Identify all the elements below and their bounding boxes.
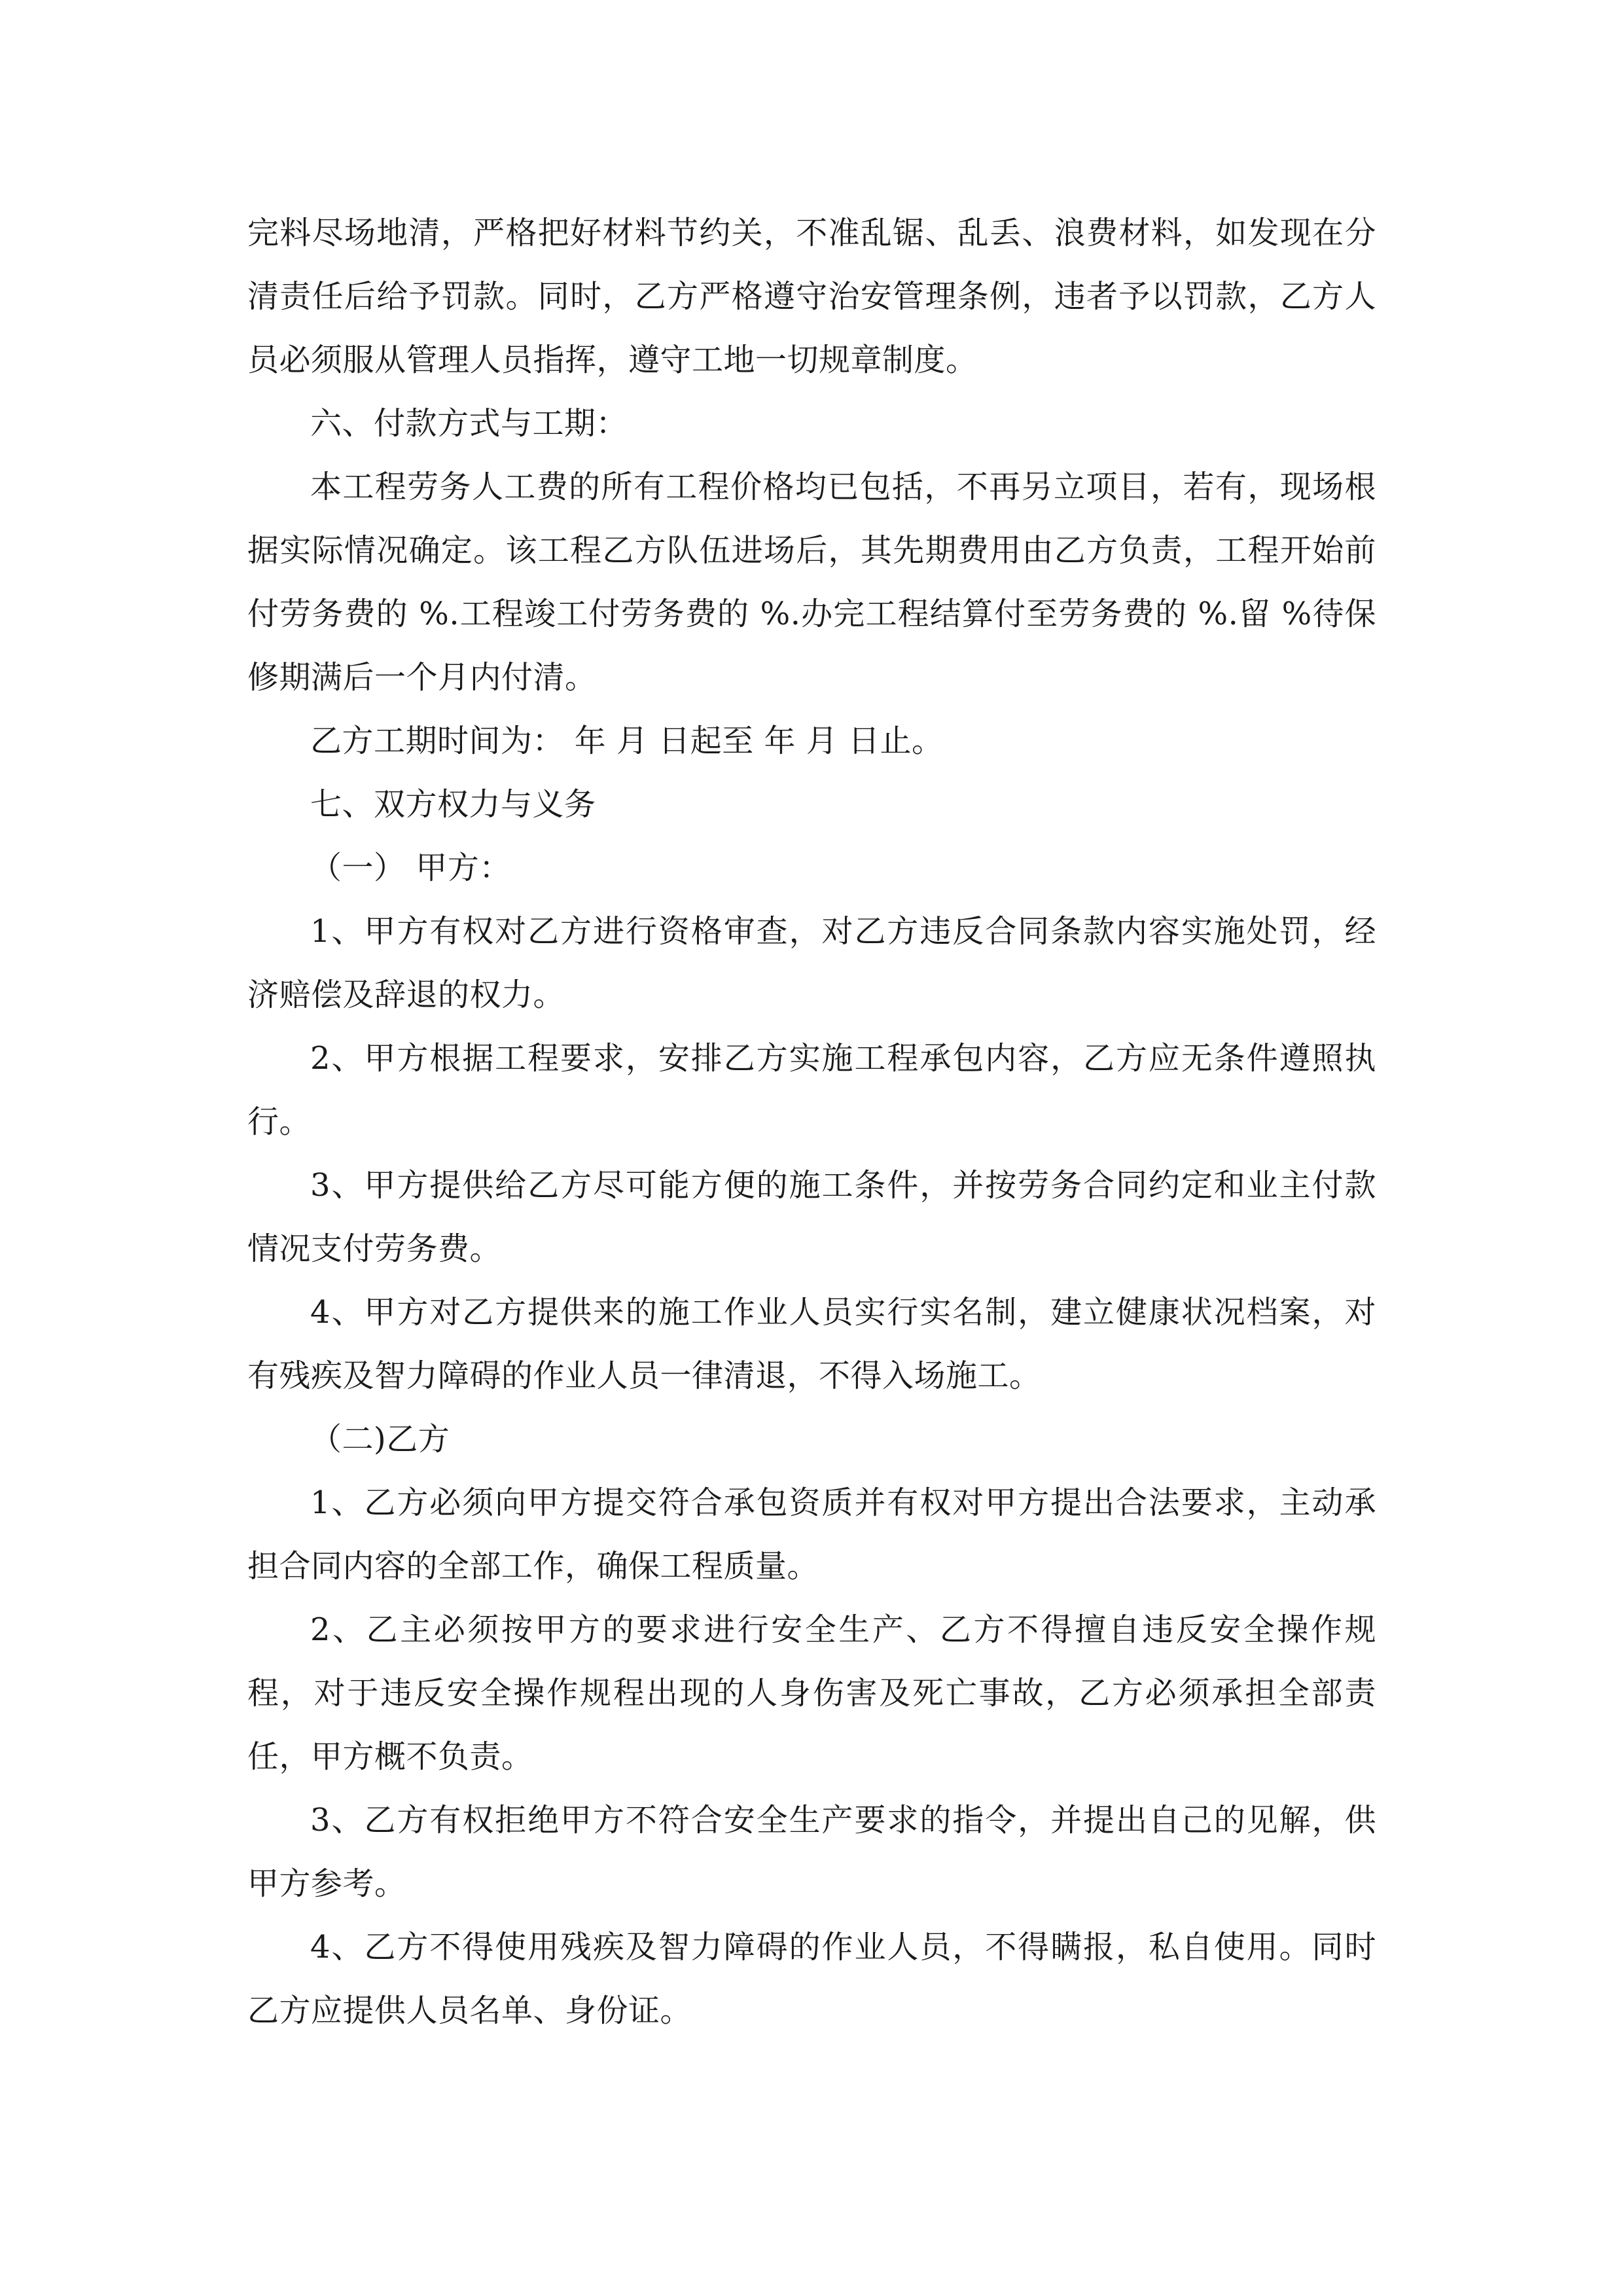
paragraph-payment-terms: 本工程劳务人工费的所有工程价格均已包括，不再另立项目，若有，现场根据实际情况确定。该工程乙方队伍进场后，其先期费用由乙方负责，工程开始前付劳务费的 %.工程竣工付劳务费的 %.办完工程结算付至劳务费的 %.留 %待保修期满后一个月内付清。 [247, 469, 1376, 696]
clause-a-1: 1、甲方有权对乙方进行资格审查，对乙方违反合同条款内容实施处罚，经济赔偿及辞退的权力。 [247, 913, 1376, 1013]
subheading-party-b: （二)乙方 [310, 1421, 450, 1458]
clause-b-2: 2、乙主必须按甲方的要求进行安全生产、乙方不得擅自违反安全操作规程，对于违反安全操作规程出现的人身伤害及死亡事故，乙方必须承担全部责任，甲方概不负责。 [247, 1611, 1376, 1775]
paragraph-continuation: 完料尽场地清，严格把好材料节约关，不准乱锯、乱丢、浪费材料，如发现在分清责任后给予罚款。同时，乙方严格遵守治安管理条例，违者予以罚款，乙方人员必须服从管理人员指挥，遵守工地一切规章制度。 [247, 215, 1376, 378]
clause-b-1: 1、乙方必须向甲方提交符合承包资质并有权对甲方提出合法要求，主动承担合同内容的全部工作，确保工程质量。 [247, 1484, 1376, 1585]
clause-a-3: 3、甲方提供给乙方尽可能方便的施工条件，并按劳务合同约定和业主付款情况支付劳务费。 [247, 1167, 1376, 1267]
clause-b-4: 4、乙方不得使用残疾及智力障碍的作业人员，不得瞒报，私自使用。同时乙方应提供人员名单、身份证。 [247, 1929, 1376, 2029]
clause-a-2: 2、甲方根据工程要求，安排乙方实施工程承包内容，乙方应无条件遵照执行。 [247, 1040, 1376, 1140]
document-body [247, 202, 1376, 2043]
subheading-party-a: （一） 甲方： [310, 850, 511, 886]
section-heading-payment: 六、付款方式与工期： [310, 405, 628, 442]
clause-b-3: 3、乙方有权拒绝甲方不符合安全生产要求的指令，并提出自己的见解，供甲方参考。 [247, 1802, 1376, 1902]
clause-a-4: 4、甲方对乙方提供来的施工作业人员实行实名制，建立健康状况档案，对有残疾及智力障碍的作业人员一律清退，不得入场施工。 [247, 1294, 1376, 1394]
section-heading-rights: 七、双方权力与义务 [310, 786, 596, 823]
paragraph-schedule: 乙方工期时间为： 年 月 日起至 年 月 日止。 [310, 723, 944, 759]
